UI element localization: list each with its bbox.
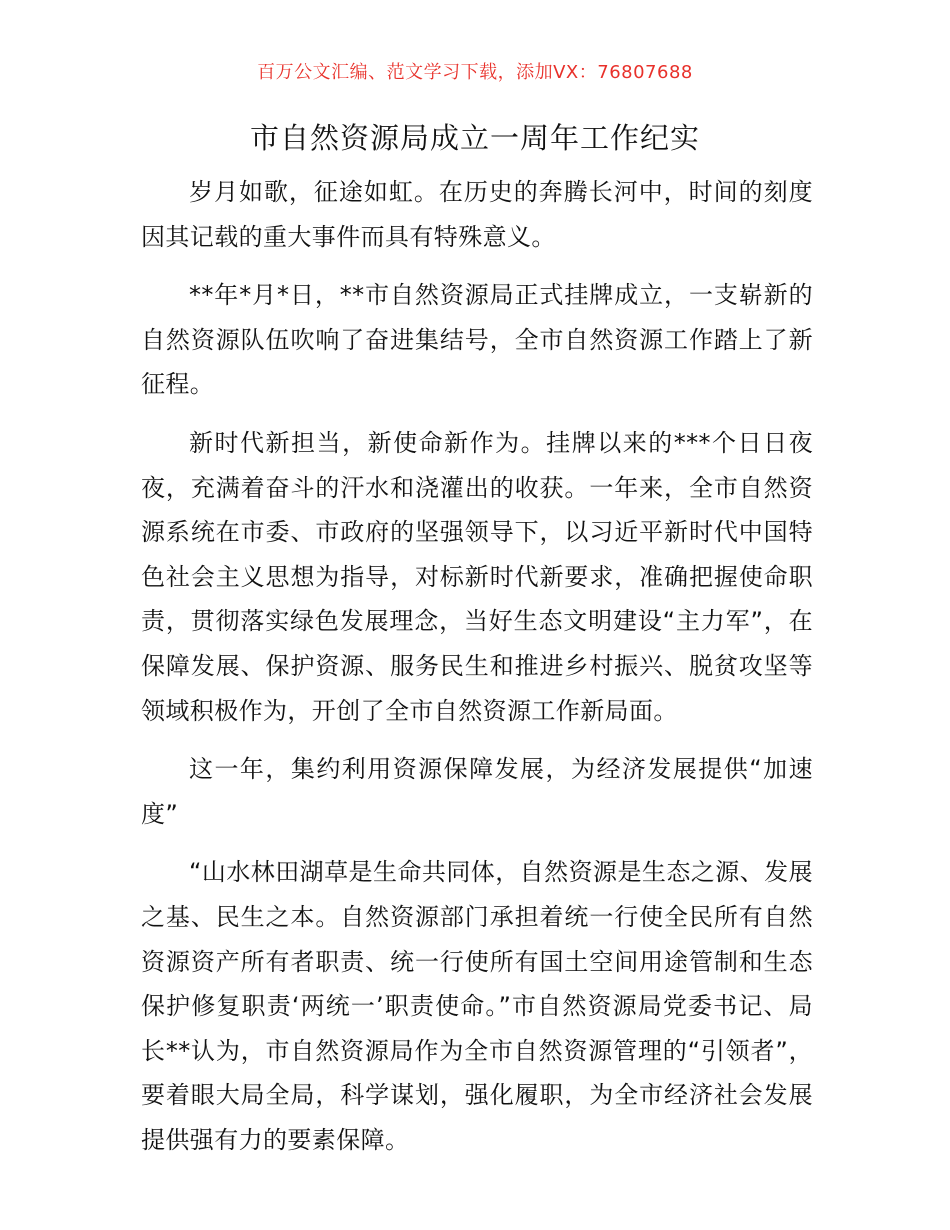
document-title: 市自然资源局成立一周年工作纪实 [249,121,700,155]
document-body [141,170,813,1176]
paragraph: 这一年，集约利用资源保障发展，为经济发展提供“加速度” [141,755,813,828]
paragraph: “山水林田湖草是生命共同体，自然资源是生态之源、发展之基、民生之本。自然资源部门承担着统一行使全民所有自然资源资产所有者职责、统一行使所有国土空间用途管制和生态保护修复职责‘两统一’职责使命。”市自然资源局党委书记、局长**认为，市自然资源局作为全市自然资源管理的“引领者”，要着眼大局全局，科学谋划，强化履职，为全市经济社会发展提供强有力的要素保障。 [141,858,813,1154]
paragraph: 新时代新担当，新使命新作为。挂牌以来的***个日日夜夜，充满着奋斗的汗水和浇灌出的收获。一年来，全市自然资源系统在市委、市政府的坚强领导下，以习近平新时代中国特色社会主义思想为指导，对标新时代新要求，准确把握使命职责，贯彻落实绿色发展理念，当好生态文明建设“主力军”，在保障发展、保护资源、服务民生和推进乡村振兴、脱贫攻坚等领域积极作为，开创了全市自然资源工作新局面。 [141,428,813,725]
header-note: 百万公文汇编、范文学习下载，添加VX：76807688 [257,62,693,83]
paragraph: 岁月如歌，征途如虹。在历史的奔腾长河中，时间的刻度因其记载的重大事件而具有特殊意义。 [141,178,813,251]
paragraph: **年*月*日，**市自然资源局正式挂牌成立，一支崭新的自然资源队伍吹响了奋进集结号，全市自然资源工作踏上了新征程。 [141,281,813,399]
